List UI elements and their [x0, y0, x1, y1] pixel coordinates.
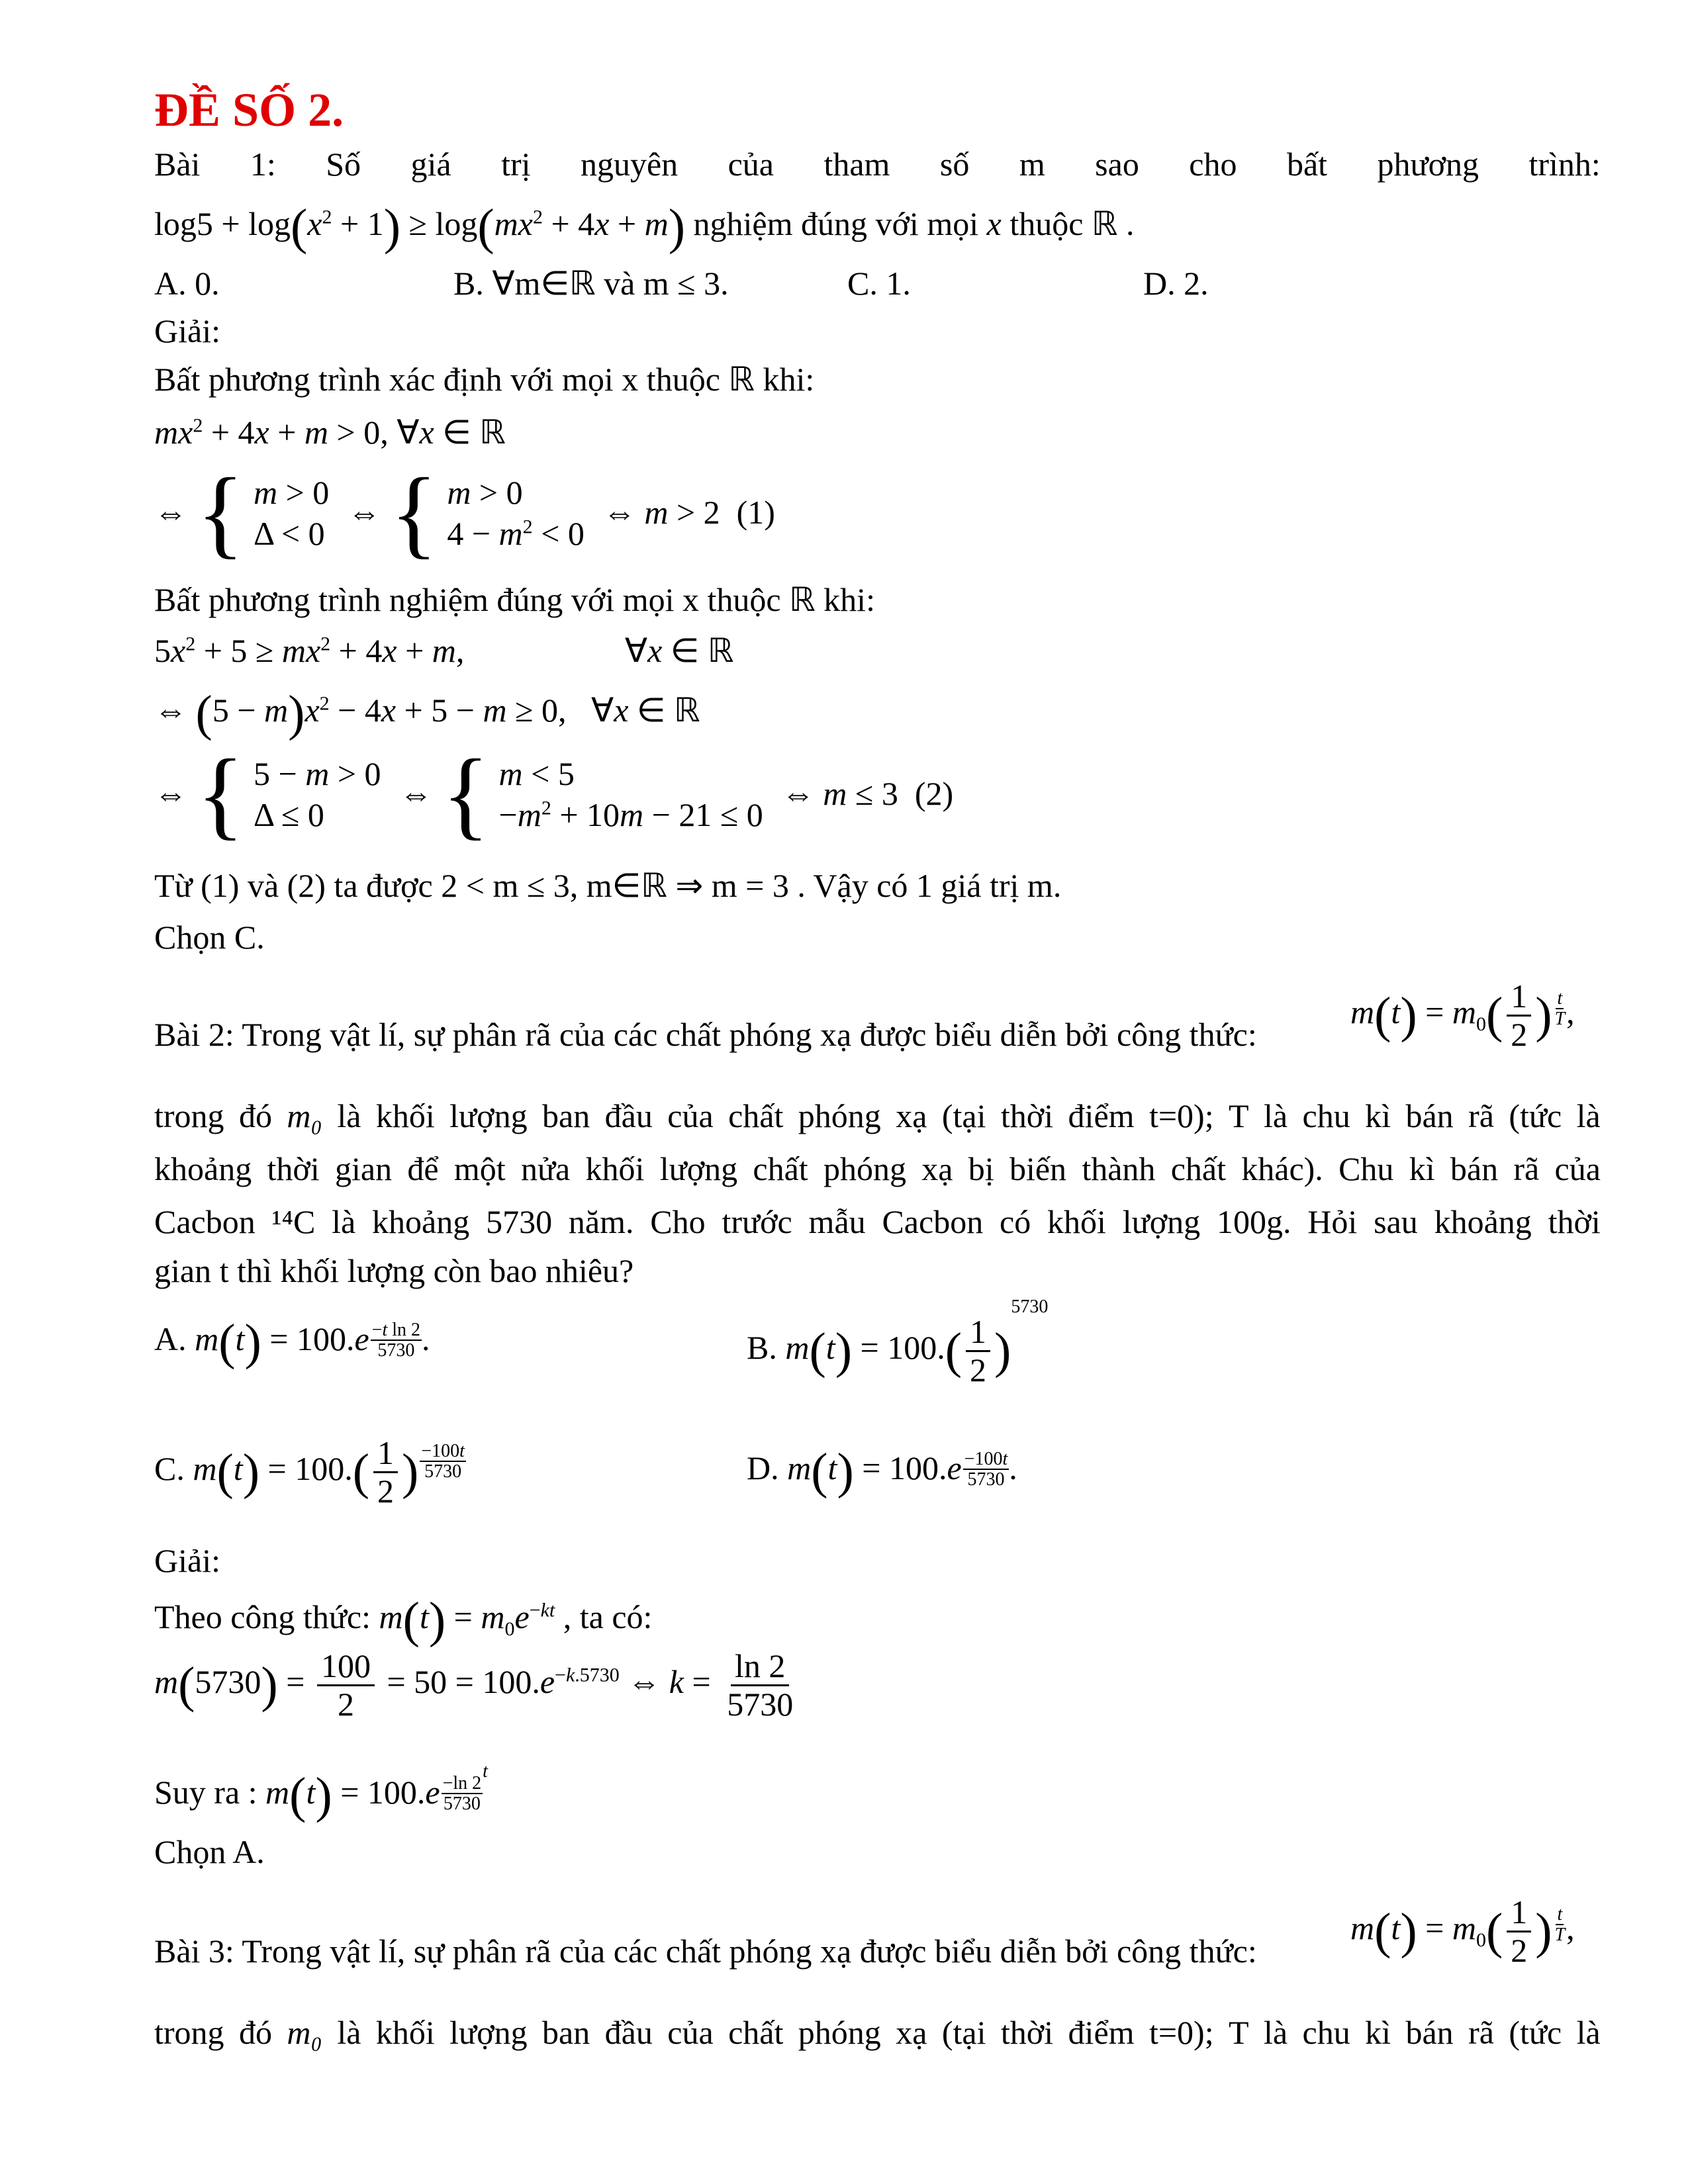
b1-question-line2: $\log 5 + \log(x^2 + 1) \ge \log(mx^2 + 4x + m)$ nghiệm đúng với mọi x thuộc ℝ . [154, 199, 1135, 255]
b2-question-line4: Cacbon ¹⁴C là khoảng 5730 năm. Cho trước mẫu Cacbon có khối lượng 100g. Hỏi sau khoảng thời [154, 1203, 1601, 1240]
b2-answer: Chọn A. [154, 1833, 265, 1870]
b2-result: Suy ra : m(t) = 100.e $\frac{-\ln 2}{5730}$ $^t$ [154, 1761, 488, 1823]
b1-option-a: A. 0. [154, 265, 220, 302]
b2-solution-eq: m(5730) = $\frac{100}{2}$ = $50 = 100.e^{-k.5730}$ ⇔ k = $\frac{\ln 2}{5730}$ [154, 1647, 794, 1723]
b2-question-line2: trong đó m₀ là khối lượng ban đầu của chất phóng xạ (tại thời điểm t=0); T là chu kì bán rã (tức là [154, 1097, 1601, 1134]
b1-answer: Chọn C. [154, 919, 265, 956]
b2-decay-formula: $m(t) = m_0$( $\frac{1}{2}$ ) $\frac{t}{T}$ , [1350, 978, 1575, 1053]
b2-question-line5: gian t thì khối lượng còn bao nhiêu? [154, 1252, 634, 1289]
b2-option-c: C. m(t) = 100.( $\frac{1}{2}$ ) $\frac{-100t}{5730}$ [154, 1434, 465, 1510]
b1-system-1: ⇔ { m > 0 Δ < 0 ⇔ { m > 0 $4 - m^2 < 0$ ⇔ m > 2 (1) [154, 458, 775, 568]
b2-question-intro: Bài 2: Trong vật lí, sự phân rã của các chất phóng xạ được biểu diễn bởi công thức: [154, 1016, 1257, 1053]
b2-solution-formula: Theo công thức: $m(t) = m_0e^{-kt}$ , ta có: [154, 1592, 653, 1648]
b1-ineq-b: ⇔ $(5 - m)x^2 - 4x + 5 - m \ge 0$, ∀x ∈ ℝ [154, 686, 700, 741]
b2-solution-label: Giải: [154, 1542, 220, 1579]
b2-option-a: A. m(t) = 100.e $\frac{\text{−t ln 2}}{5730}$ . [154, 1314, 430, 1370]
b2-question-line3: khoảng thời gian để một nửa khối lượng chất phóng xạ bị biến thành chất khác). Chu kì bán rã của [154, 1150, 1601, 1187]
b1-option-d: D. 2. [1143, 265, 1209, 302]
b1-inequality: $\log 5 + \log(x^2 + 1) \ge \log(mx^2 + 4x + m)$ [154, 199, 686, 255]
b1-condition-eq: $mx^2 + 4x + m > 0$, ∀x ∈ ℝ [154, 414, 506, 451]
b2-option-b: B. m(t) = 100.( $\frac{1}{2}$ )$^{5730}$ [747, 1297, 1049, 1389]
b1-solution-step1: Bất phương trình xác định với mọi x thuộc ℝ khi: [154, 361, 815, 398]
exam-title: ĐỀ SỐ 2. [154, 83, 344, 136]
b1-option-c: C. 1. [847, 265, 911, 302]
b2-option-d: D. m(t) = 100.e $\frac{-100t}{5730}$ . [747, 1443, 1017, 1499]
b3-question-intro: Bài 3: Trong vật lí, sự phân rã của các chất phóng xạ được biểu diễn bởi công thức: [154, 1933, 1257, 1970]
b3-decay-formula: $m(t) = m_0$( $\frac{1}{2}$ ) $\frac{t}{T}$ , [1350, 1893, 1575, 1969]
b1-question-line1: Bài 1: Số giá trị nguyên của tham số m sao cho bất phương trình: [154, 146, 1601, 183]
b1-solution-label: Giải: [154, 312, 220, 349]
b1-ineq-a: $5x^2 + 5 \ge mx^2 + 4x + m$, ∀x ∈ ℝ [154, 632, 734, 669]
b1-solution-step2: Bất phương trình nghiệm đúng với mọi x thuộc ℝ khi: [154, 581, 875, 618]
b1-option-b: B. ∀m∈ℝ và m ≤ 3. [453, 265, 729, 302]
b3-question-line2: trong đó m₀ là khối lượng ban đầu của chất phóng xạ (tại thời điểm t=0); T là chu kì bán rã (tức là [154, 2014, 1601, 2051]
b1-system-2: ⇔ { 5 − m > 0 Δ ≤ 0 ⇔ { m < 5 $-m^2 + 10m - 21 \le 0$ ⇔ m ≤ 3 (2) [154, 739, 954, 849]
b1-conclusion: Từ (1) và (2) ta được 2 < m ≤ 3, m∈ℝ ⇒ m = 3 . Vậy có 1 giá trị m. [154, 867, 1062, 904]
